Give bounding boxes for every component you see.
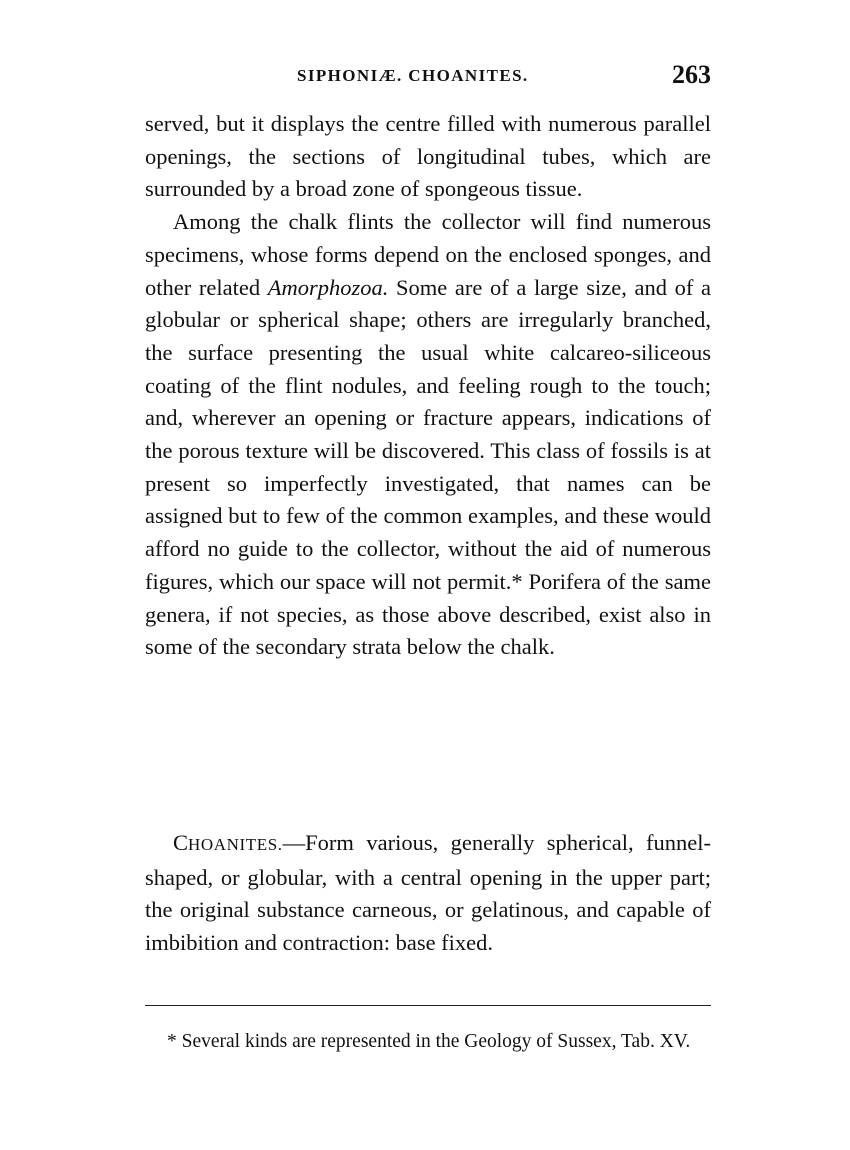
- footnote-divider: [145, 1005, 711, 1006]
- amorphozoa-term: Amorphozoa.: [267, 274, 389, 300]
- footnote: [145, 1028, 711, 1056]
- running-head: [145, 60, 711, 94]
- choanites-section: [145, 827, 711, 960]
- footnote-text: * Several kinds are represented in the Geology of Sussex, Tab. XV.: [167, 1031, 691, 1052]
- choanites-paragraph: [145, 827, 711, 960]
- section-heading-rest: HOANITES.: [188, 835, 283, 854]
- running-title: SIPHONIÆ. CHOANITES.: [297, 66, 529, 85]
- paragraph-chalk-flints-text-2: Some are of a large size, and of a globular or spherical shape; others are irregularly branched, the surface presenting the usual white calcareo-siliceous coating of the flint nodules, and feeling rough to the touch; and, wherever an opening or fracture appears, indications of the porous texture will be discovered. This class of fossils is at present so imperfectly investigated, that names can be assigned but to few of the common examples, and these would afford no guide to the collector, without the aid of numerous figures, which our space will not permit.* Porifera of the same genera, if not species, as those above described, exist also in some of the secondary strata below the chalk.: [145, 274, 712, 660]
- page-number: 263: [672, 60, 711, 89]
- paragraph-chalk-flints: [145, 206, 711, 664]
- main-text: [145, 108, 711, 664]
- section-heading-initial: C: [173, 830, 189, 855]
- choanites-description: —Form various, generally spherical, funnel-shaped, or globular, with a central opening in the upper part; the original substance carneous, or gelatinous, and capable of imbibition and contraction: base fixed.: [145, 830, 711, 956]
- paragraph-continued: served, but it displays the centre filled with numerous parallel openings, the sections of longitudinal tubes, which are surrounded by a broad zone of spongeous tissue.: [145, 111, 711, 202]
- paragraph-chalk-flints-text-1: Among the chalk flints the collector will find numerous specimens, whose forms depend on the enclosed sponges, and other related: [145, 209, 711, 300]
